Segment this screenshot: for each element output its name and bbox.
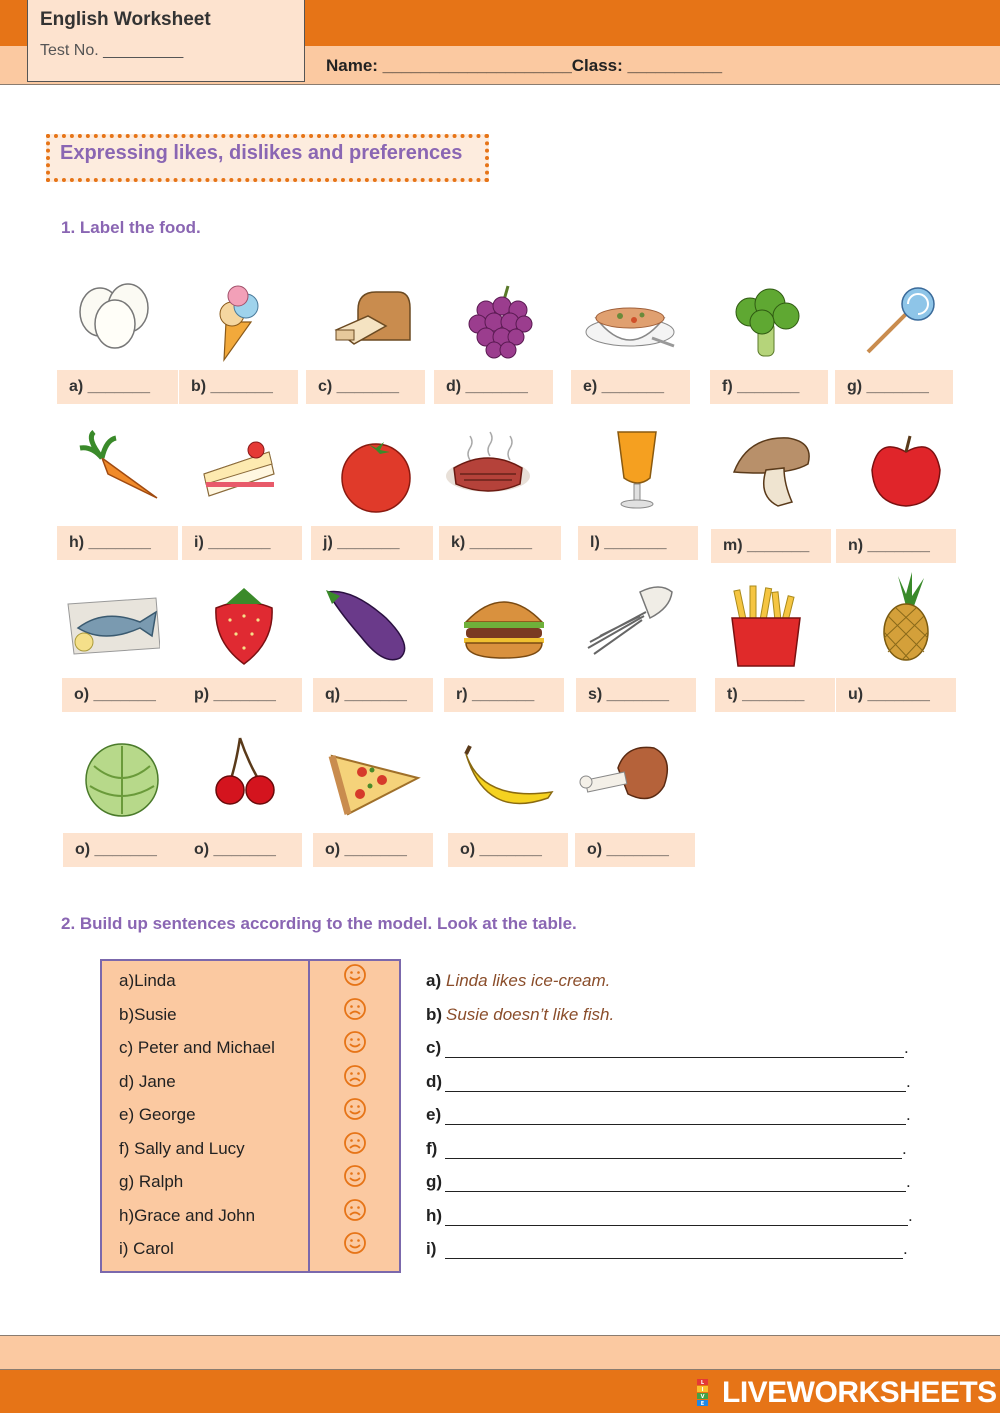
sad-face-icon [343,1198,367,1222]
answer-letter: e) [426,1105,442,1124]
table-row-name: a)Linda [119,971,176,990]
strawberry-icon [196,582,292,672]
tomato-icon [328,434,424,524]
answer-letter: d) [426,1071,443,1091]
answer-letter: f) [426,1138,438,1158]
eggs-icon [70,280,166,370]
answer-input-line[interactable] [445,1124,906,1125]
answer-letter: g) [426,1172,443,1191]
logo-letter: I [701,1387,704,1393]
answer-input-line[interactable] [445,1191,906,1192]
answer-period: . [906,1071,911,1091]
happy-face-icon [343,1030,367,1054]
lollipop-icon [858,282,954,372]
food-label-field[interactable]: p) _______ [182,678,302,712]
chicken-leg-icon [578,738,674,828]
steak-icon [440,428,536,518]
model-answer: Susie doesn’t like fish. [446,1004,615,1024]
food-label-field[interactable]: o) _______ [313,833,433,867]
test-number: Test No. _________ [40,42,184,59]
table-row-name: h)Grace and John [119,1205,256,1225]
food-label-field[interactable]: k) _______ [439,526,561,560]
grapes-icon [458,282,554,372]
answer-letter: h) [426,1205,443,1225]
food-label-field[interactable]: b) _______ [179,370,298,404]
sad-face-icon [343,1131,367,1155]
answer-letter: i) [426,1239,437,1258]
table-row-name: b)Susie [119,1004,177,1024]
food-label-field[interactable]: o) _______ [575,833,695,867]
food-label-field[interactable]: c) _______ [306,370,425,404]
answer-period: . [908,1205,913,1225]
food-label-field[interactable]: u) _______ [836,678,956,712]
food-label-field[interactable]: f) _______ [710,370,828,404]
section-1-heading: 1. Label the food. [61,218,201,237]
food-label-field[interactable]: l) _______ [578,526,698,560]
worksheet-header-box [27,0,305,82]
sad-face-icon [343,1064,367,1088]
fish-icon [64,584,160,674]
bread-icon [328,280,424,370]
happy-face-icon [343,963,367,987]
squid-icon [580,582,676,672]
lettuce-icon [74,736,170,826]
table-row-name: c) Peter and Michael [119,1038,275,1057]
burger-icon [456,582,552,672]
liveworksheets-logo-icon [697,1379,721,1407]
footer-brand: LIVEWORKSHEETS [722,1376,997,1409]
food-label-field[interactable]: g) _______ [835,370,953,404]
food-label-field[interactable]: q) _______ [313,678,433,712]
answer-input-line[interactable] [445,1225,908,1226]
name-class-field: Name: ____________________Class: __________ [326,56,723,75]
food-label-field[interactable]: o) _______ [62,678,183,712]
food-label-field[interactable]: o) _______ [448,833,568,867]
logo-letter: E [700,1401,705,1407]
food-label-field[interactable]: o) _______ [63,833,185,867]
answer-period: . [906,1105,911,1124]
answer-input-line[interactable] [445,1091,906,1092]
pizza-icon [326,738,422,828]
answer-period: . [903,1239,908,1258]
worksheet-title: English Worksheet [40,9,211,30]
food-label-field[interactable]: m) _______ [711,529,831,563]
answer-letter: c) [426,1038,442,1057]
logo-letter: L [700,1380,705,1386]
happy-face-icon [343,1231,367,1255]
logo-letter: V [700,1394,705,1400]
cherries-icon [200,734,296,824]
fries-icon [718,582,814,672]
banana-icon [462,738,558,828]
table-row-name: d) Jane [119,1071,176,1091]
table-row-name: g) Ralph [119,1172,184,1191]
answer-period: . [904,1038,909,1057]
juice-icon [596,428,692,518]
broccoli-icon [720,282,816,372]
food-label-field[interactable]: i) _______ [182,526,302,560]
eggplant-icon [322,582,418,672]
food-label-field[interactable]: d) _______ [434,370,553,404]
food-label-field[interactable]: n) _______ [836,529,956,563]
answer-period: . [906,1172,911,1191]
happy-face-icon [343,1164,367,1188]
food-label-field[interactable]: o) _______ [182,833,302,867]
model-answer: Linda likes ice-cream. [446,971,611,990]
apple-icon [858,430,954,520]
table-row-name: i) Carol [119,1239,174,1258]
answer-letter: b) [426,1004,443,1024]
soup-icon [582,282,678,372]
answer-period: . [902,1138,907,1158]
answer-letter: a) [426,971,442,990]
carrot-icon [72,428,168,518]
answer-input-line[interactable] [445,1158,902,1159]
food-label-field[interactable]: s) _______ [576,678,696,712]
page-title: Expressing likes, dislikes and preferences [60,142,463,164]
footer-band [0,1336,1000,1370]
food-label-field[interactable]: h) _______ [57,526,178,560]
food-label-field[interactable]: t) _______ [715,678,835,712]
food-label-field[interactable]: j) _______ [311,526,433,560]
answer-input-line[interactable] [445,1057,904,1058]
food-label-field[interactable]: e) _______ [571,370,690,404]
header-divider [0,84,1000,85]
mushroom-icon [728,432,824,522]
food-label-field[interactable]: a) _______ [57,370,178,404]
section-2-heading: 2. Build up sentences according to the model. Look at the table. [61,914,577,933]
table-row-name: f) Sally and Lucy [119,1138,245,1158]
sad-face-icon [343,997,367,1021]
table-column-divider [308,959,310,1273]
food-label-field[interactable]: r) _______ [444,678,564,712]
cake-icon [194,434,290,524]
pineapple-icon [858,572,954,662]
happy-face-icon [343,1097,367,1121]
table-row-name: e) George [119,1105,196,1124]
answer-input-line[interactable] [445,1258,903,1259]
ice-cream-icon [196,282,292,372]
